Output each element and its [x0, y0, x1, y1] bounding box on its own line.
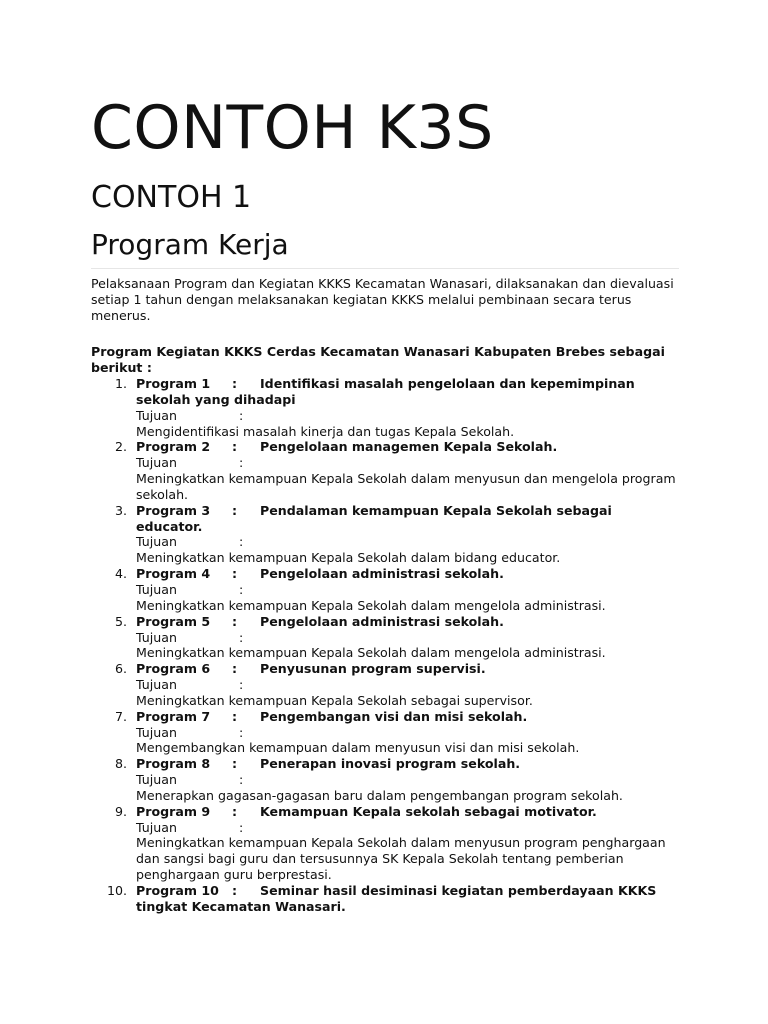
colon: : [239, 724, 244, 740]
tujuan-line [136, 534, 679, 550]
item-number: 4. [114, 566, 127, 582]
program-item [91, 503, 679, 566]
tujuan-line [136, 677, 679, 693]
program-name: Program 10 [136, 883, 219, 898]
tujuan-label: Tujuan [136, 407, 177, 423]
tujuan-line [136, 582, 679, 598]
program-description: Meningkatkan kemampuan Kepala Sekolah dalam mengelola administrasi. [136, 597, 606, 613]
program-item [91, 709, 679, 757]
program-title-line [136, 376, 679, 408]
colon: : [232, 439, 238, 455]
tujuan-label: Tujuan [136, 724, 177, 740]
colon: : [239, 772, 244, 788]
program-description: Meningkatkan kemampuan Kepala Sekolah sebagai supervisor. [136, 692, 533, 708]
program-title: Pengelolaan administrasi sekolah. [260, 566, 504, 582]
colon: : [232, 756, 238, 772]
program-title: Penyusunan program supervisi. [260, 661, 486, 677]
colon: : [232, 883, 238, 898]
program-title: Pendalaman kemampuan Kepala Sekolah sebagai educator. [136, 502, 612, 534]
program-name: Program 1 [136, 376, 211, 391]
tujuan-label: Tujuan [136, 534, 177, 550]
program-title-line [136, 804, 679, 820]
tujuan-line [136, 630, 679, 646]
item-number: 5. [114, 613, 127, 629]
program-item [91, 661, 679, 709]
item-number: 1. [114, 376, 127, 391]
tujuan-label: Tujuan [136, 819, 177, 835]
item-number: 6. [114, 661, 127, 677]
program-title: Pengelolaan administrasi sekolah. [260, 613, 504, 629]
colon: : [232, 661, 238, 677]
program-name: Program 2 [136, 439, 211, 455]
colon: : [239, 407, 244, 423]
program-title-line [136, 566, 679, 582]
program-item [91, 883, 679, 915]
colon: : [239, 534, 244, 550]
item-number: 9. [114, 803, 127, 819]
colon: : [232, 613, 238, 629]
document-title: CONTOH K3S [91, 93, 494, 163]
program-description: Meningkatkan kemampuan Kepala Sekolah dalam bidang educator. [136, 550, 561, 566]
program-name: Program 3 [136, 502, 211, 518]
document-subtitle: CONTOH 1 [91, 180, 252, 215]
tujuan-label: Tujuan [136, 581, 177, 597]
program-name: Program 9 [136, 803, 211, 819]
program-description: Mengidentifikasi masalah kinerja dan tugas Kepala Sekolah. [136, 423, 515, 439]
colon: : [239, 677, 244, 693]
colon: : [239, 581, 244, 597]
document-content [91, 92, 679, 915]
program-description: Meningkatkan kemampuan Kepala Sekolah dalam menyusun dan mengelola program sekolah. [136, 471, 676, 502]
intro-paragraph: Pelaksanaan Program dan Kegiatan KKKS Kecamatan Wanasari, dilaksanakan dan dievaluasi setiap 1 tahun dengan melaksanakan kegiatan KKKS melalui pembinaan secara terus menerus. [91, 276, 674, 323]
colon: : [239, 819, 244, 835]
program-title-line [136, 614, 679, 630]
program-title: Pengelolaan managemen Kepala Sekolah. [260, 439, 558, 455]
colon: : [239, 629, 244, 645]
program-title-line [136, 709, 679, 725]
tujuan-label: Tujuan [136, 455, 177, 471]
program-title: Penerapan inovasi program sekolah. [260, 756, 521, 772]
program-item [91, 614, 679, 662]
program-title-line [136, 503, 679, 535]
colon: : [232, 502, 238, 518]
program-title-line [136, 439, 679, 455]
program-title: Seminar hasil desiminasi kegiatan pemberdayaan KKKS tingkat Kecamatan Wanasari. [136, 883, 657, 914]
tujuan-line [136, 408, 679, 424]
program-list [91, 376, 679, 915]
program-item [91, 376, 679, 439]
program-name: Program 8 [136, 756, 211, 772]
program-name: Program 4 [136, 566, 211, 582]
colon: : [232, 376, 238, 391]
item-number: 8. [114, 756, 127, 772]
tujuan-line [136, 725, 679, 741]
colon: : [232, 708, 238, 724]
colon: : [232, 566, 238, 582]
program-name: Program 6 [136, 661, 211, 677]
program-description: Menerapkan gagasan-gagasan baru dalam pengembangan program sekolah. [136, 787, 623, 803]
item-number: 2. [114, 439, 127, 455]
colon: : [239, 455, 244, 471]
program-title: Pengembangan visi dan misi sekolah. [260, 708, 528, 724]
item-number: 3. [114, 502, 127, 518]
program-title-line [136, 883, 679, 915]
tujuan-line [136, 772, 679, 788]
tujuan-label: Tujuan [136, 772, 177, 788]
item-number: 7. [114, 708, 127, 724]
program-title: Kemampuan Kepala sekolah sebagai motivator. [260, 803, 597, 819]
tujuan-line [136, 455, 679, 471]
program-name: Program 7 [136, 708, 211, 724]
program-description: Meningkatkan kemampuan Kepala Sekolah dalam mengelola administrasi. [136, 645, 606, 661]
tujuan-label: Tujuan [136, 629, 177, 645]
colon: : [232, 803, 238, 819]
tujuan-label: Tujuan [136, 677, 177, 693]
tujuan-line [136, 820, 679, 836]
program-title: Identifikasi masalah pengelolaan dan kepemimpinan sekolah yang dihadapi [136, 376, 635, 407]
program-name: Program 5 [136, 613, 211, 629]
program-item [91, 804, 679, 883]
program-item [91, 439, 679, 502]
program-title-line [136, 661, 679, 677]
section-heading: Program Kerja [91, 228, 679, 269]
item-number: 10. [106, 883, 127, 898]
program-item [91, 756, 679, 804]
program-description: Meningkatkan kemampuan Kepala Sekolah dalam menyusun program penghargaan dan sangsi bagi guru dan tersusunnya SK Kepala Sekolah tentang pemberian penghargaan guru berprestasi. [136, 835, 666, 883]
program-item [91, 566, 679, 614]
program-list-lead: Program Kegiatan KKKS Cerdas Kecamatan Wanasari Kabupaten Brebes sebagai berikut : [91, 344, 665, 375]
program-description: Mengembangkan kemampuan dalam menyusun visi dan misi sekolah. [136, 740, 580, 756]
program-title-line [136, 756, 679, 772]
